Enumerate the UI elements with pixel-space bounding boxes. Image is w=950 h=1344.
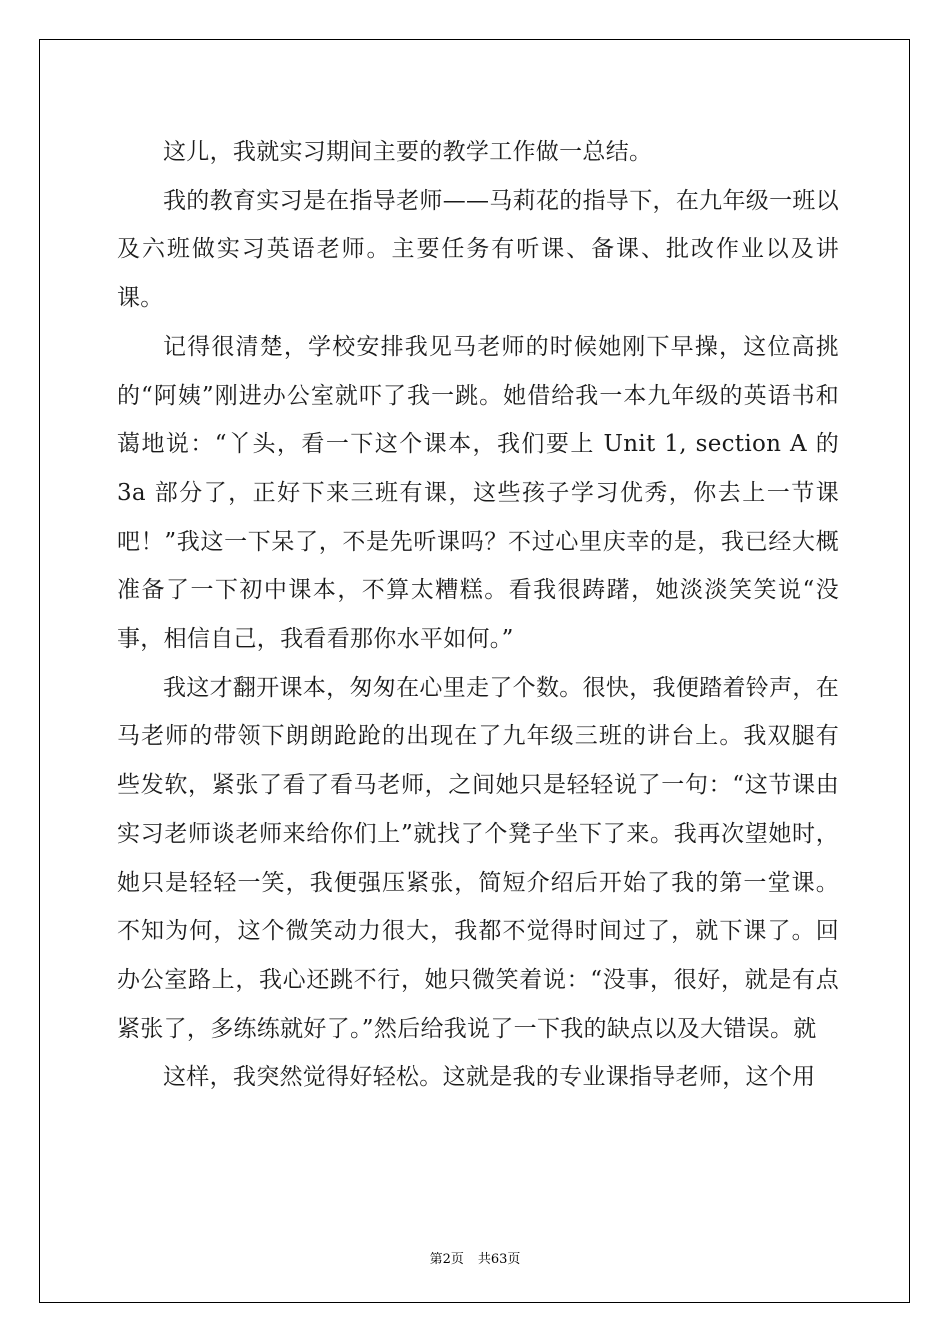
page-number: 第2页 [429,1252,464,1267]
document-body [117,128,839,1102]
paragraph: 我这才翻开课本，匆匆在心里走了个数。很快，我便踏着铃声，在马老师的带领下朗朗跄跄的出现在了九年级三班的讲台上。我双腿有些发软，紧张了看了看马老师，之间她只是轻轻说了一句：“这节课由实习老师谈老师来给你们上”就找了个凳子坐下了来。我再次望她时，她只是轻轻一笑，我便强压紧张，简短介绍后开始了我的第一堂课。不知为何，这个微笑动力很大，我都不觉得时间过了，就下课了。回办公室路上，我心还跳不行，她只微笑着说：“没事，很好，就是有点紧张了，多练练就好了。”然后给我说了一下我的缺点以及大错误。就 [117,674,839,1042]
page-footer [0,1248,950,1267]
paragraph: 我的教育实习是在指导老师——马莉花的指导下，在九年级一班以及六班做实习英语老师。主要任务有听课、备课、批改作业以及讲课。 [117,187,839,312]
page-total: 共63页 [477,1252,521,1267]
paragraph: 这样，我突然觉得好轻松。这就是我的专业课指导老师，这个用 [163,1064,816,1091]
paragraph: 这儿，我就实习期间主要的教学工作做一总结。 [163,139,653,165]
paragraph: 记得很清楚，学校安排我见马老师的时候她刚下早操，这位高挑的“阿姨”刚进办公室就吓了我一跳。她借给我一本九年级的英语书和蔼地说：“丫头，看一下这个课本，我们要上 Unit 1, section A 的 3a 部分了，正好下来三班有课，这些孩子学习优秀，你去上一节课吧！”我这一下呆了，不是先听课吗？不过心里庆幸的是，我已经大概准备了一下初中课本，不算太糟糕。看我很踌躇，她淡淡笑笑说“没事，相信自己，我看看那你水平如何。” [117,333,839,653]
